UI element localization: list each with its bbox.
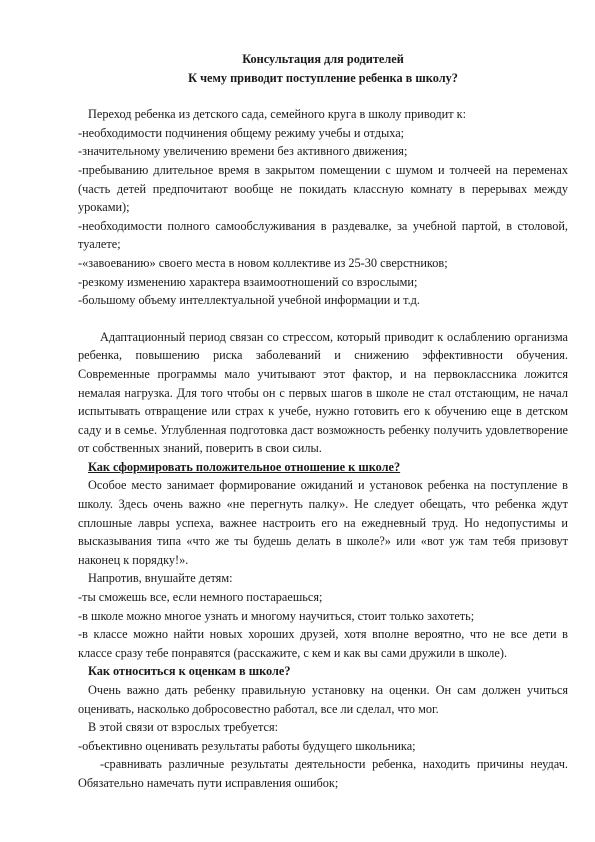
document-page	[78, 50, 568, 793]
list-item: -ты сможешь все, если немного постараешься;	[78, 590, 323, 605]
adults-intro: В этой связи от взрослых требуется:	[88, 720, 279, 735]
title-line-1: Консультация для родителей	[242, 52, 404, 66]
list-item: -объективно оценивать результаты работы будущего школьника;	[78, 738, 416, 753]
positive-paragraph: Особое место занимает формирование ожиданий и установок ребенка на поступление в школу. Здесь очень важно «не перегнуть палку». Не следует обещать, что ребенка ждут сплошные лавры успеха, важнее настроить его на ежедневный труд. Но недопустимы и высказывания типа «что же ты будешь делать в школе?» или «вот уж там тебя призовут наконец к порядку!».	[78, 478, 568, 567]
list-item: -в школе можно многое узнать и многому научиться, стоит только захотеть;	[78, 608, 475, 623]
list-item: -резкому изменению характера взаимоотношений со взрослыми;	[78, 274, 418, 289]
list-item: -необходимости полного самообслуживания в раздевалке, за учебной партой, в столовой, туалете;	[78, 218, 568, 252]
list-item: -большому объему интеллектуальной учебной информации и т.д.	[78, 293, 420, 308]
grades-paragraph: Очень важно дать ребенку правильную установку на оценки. Он сам должен учиться оценивать, насколько добросовестно работал, все ли сделал, что мог.	[78, 683, 568, 716]
list-item: -сравнивать различные результаты деятельности ребенка, находить причины неудач. Обязательно намечать пути исправления ошибок;	[78, 757, 568, 790]
intro-text: Переход ребенка из детского сада, семейного круга в школу приводит к:	[88, 107, 467, 122]
title-line-2: К чему приводит поступление ребенка в школу?	[188, 70, 458, 85]
suggest-list	[78, 588, 568, 662]
intro-list	[78, 124, 568, 310]
adaptation-paragraph: Адаптационный период связан со стрессом, который приводит к ослаблению организма ребенка, повышению риска заболеваний и снижению эффективности обучения. Современные программы мало учитывают этот фактор, и на первоклассника ложится немалая нагрузка. Для того чтобы он с первых шагов в школе не стал отстающим, не начал испытывать отвращение или страх к учебе, нужно готовить его к обучению еще в детском саду и в семье. Углубленная подготовка даст возможность ребенку получить удовлетворение от собственных знаний, поверить в свои силы.	[78, 329, 568, 456]
suggest-intro: Напротив, внушайте детям:	[88, 571, 233, 586]
list-item: -значительному увеличению времени без активного движения;	[78, 144, 408, 159]
heading-positive-attitude: Как сформировать положительное отношение к школе?	[88, 459, 401, 474]
list-item: -необходимости подчинения общему режиму учебы и отдыха;	[78, 125, 405, 140]
list-item: -пребыванию длительное время в закрытом помещении с шумом и толчеей на переменах (часть детей предпочитают вообще не покидать классную комнату в перерывах между уроками);	[78, 162, 568, 215]
adults-list	[78, 737, 568, 793]
heading-grades: Как относиться к оценкам в школе?	[88, 664, 291, 679]
list-item: -«завоеванию» своего места в новом коллективе из 25-30 сверстников;	[78, 255, 448, 270]
list-item: -в классе можно найти новых хороших друзей, хотя вполне вероятно, что не все дети в классе сразу тебе понравятся (расскажите, с кем и как вы сами дружили в школе).	[78, 627, 568, 660]
